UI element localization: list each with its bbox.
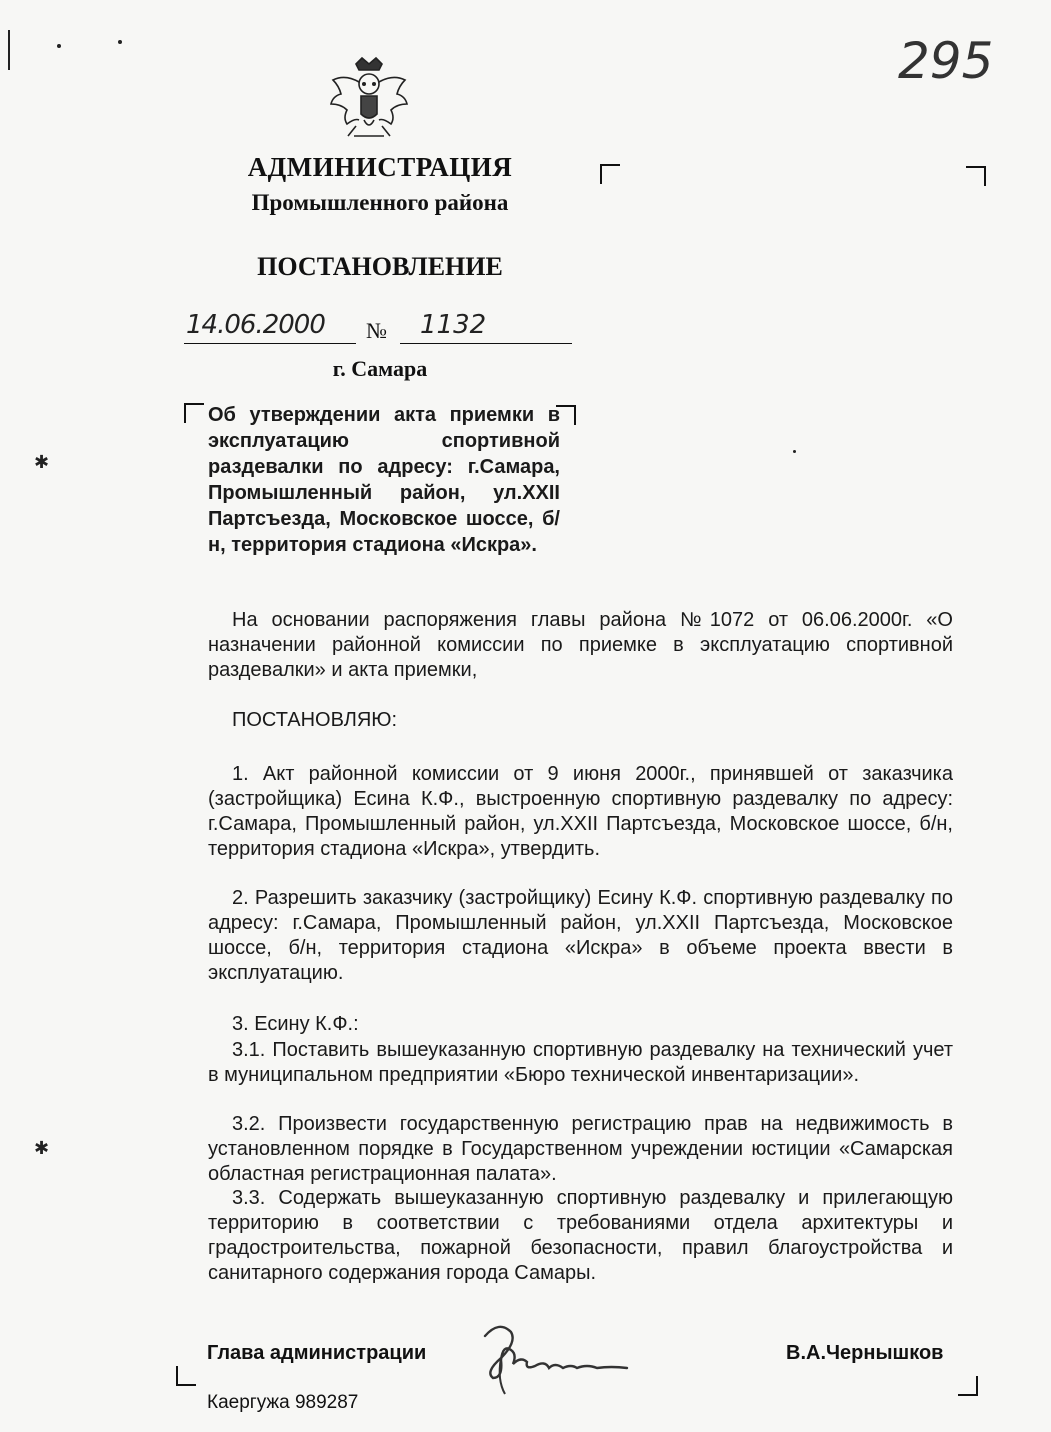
date-underline	[184, 343, 356, 344]
handwritten-signature	[455, 1318, 695, 1398]
item-3-3: 3.3. Содержать вышеуказанную спортивную раздевалку и прилегающую территорию в соответствии с требованиями отдела архитектуры и градостроительства, пожарной безопасности, правил благоустройства и санитарного содержания города Самары.	[208, 1187, 953, 1284]
registration-number: 1132	[420, 310, 487, 340]
bracket-corner	[958, 1376, 978, 1396]
margin-mark: ✱	[34, 452, 50, 472]
signatory-name: В.А.Чернышков	[786, 1342, 944, 1364]
administration-title: АДМИНИСТРАЦИЯ	[247, 152, 513, 182]
item-3: 3. Есину К.Ф.:	[232, 1013, 359, 1035]
subject-heading: Об утверждении акта приемки в эксплуатацию спортивной раздевалки по адресу: г.Самара, Промышленный район, ул.XXII Партсъезда, Московское шоссе, б/н, территория стадиона «Искра».	[208, 404, 560, 556]
item-1: 1. Акт районной комиссии от 9 июня 2000г., принявшей от заказчика (застройщика) Есина К.Ф., выстроенную спортивную раздевалку по адресу: г.Самара, Промышленный район, ул.XXII Партсъезда, Московское шоссе, б/н, территория стадиона «Искра», утвердить.	[208, 763, 953, 860]
bracket-corner	[600, 164, 620, 184]
city: г. Самара	[332, 356, 428, 381]
margin-mark: ✱	[34, 1138, 50, 1158]
bracket-corner	[176, 1366, 196, 1386]
page-edge	[8, 30, 10, 70]
executor-note: Каергужа 989287	[207, 1392, 359, 1413]
scan-speck	[793, 450, 796, 453]
basis-paragraph: На основании распоряжения главы района №1072 от 06.06.2000г. «О назначении районной комиссии по приемке в эксплуатацию спортивной раздевалки» и акта приемки,	[208, 609, 953, 681]
bracket-corner	[184, 403, 204, 423]
svg-text:295: 295	[898, 32, 994, 90]
resolve-word: ПОСТАНОВЛЯЮ:	[232, 709, 398, 731]
number-underline	[400, 343, 572, 344]
bracket-corner	[966, 166, 986, 186]
registration-date: 14.06.2000	[186, 310, 325, 340]
district-title: Промышленного района	[251, 190, 509, 215]
signatory-title: Глава администрации	[207, 1342, 427, 1364]
sheet-number-handwritten	[898, 20, 1018, 90]
item-2: 2. Разрешить заказчику (застройщику) Есину К.Ф. спортивную раздевалку по адресу: г.Самара, Промышленный район, ул.XXII Партсъезда, Московское шоссе, б/н, территория стадиона «Искра» в объеме проекта ввести в эксплуатацию.	[208, 887, 953, 984]
item-3-2: 3.2. Произвести государственную регистрацию прав на недвижимость в установленном порядке в Государственном учреждении юстиции «Самарская областная регистрационная палата».	[208, 1113, 953, 1185]
scan-speck	[57, 44, 61, 48]
item-3-1: 3.1. Поставить вышеуказанную спортивную раздевалку на технический учет в муниципальном предприятии «Бюро технической инвентаризации».	[208, 1039, 953, 1086]
document-type-title: ПОСТАНОВЛЕНИЕ	[257, 252, 503, 281]
scan-speck	[118, 40, 122, 44]
russian-coat-of-arms-emblem	[326, 54, 412, 144]
number-sign: №	[366, 318, 387, 343]
